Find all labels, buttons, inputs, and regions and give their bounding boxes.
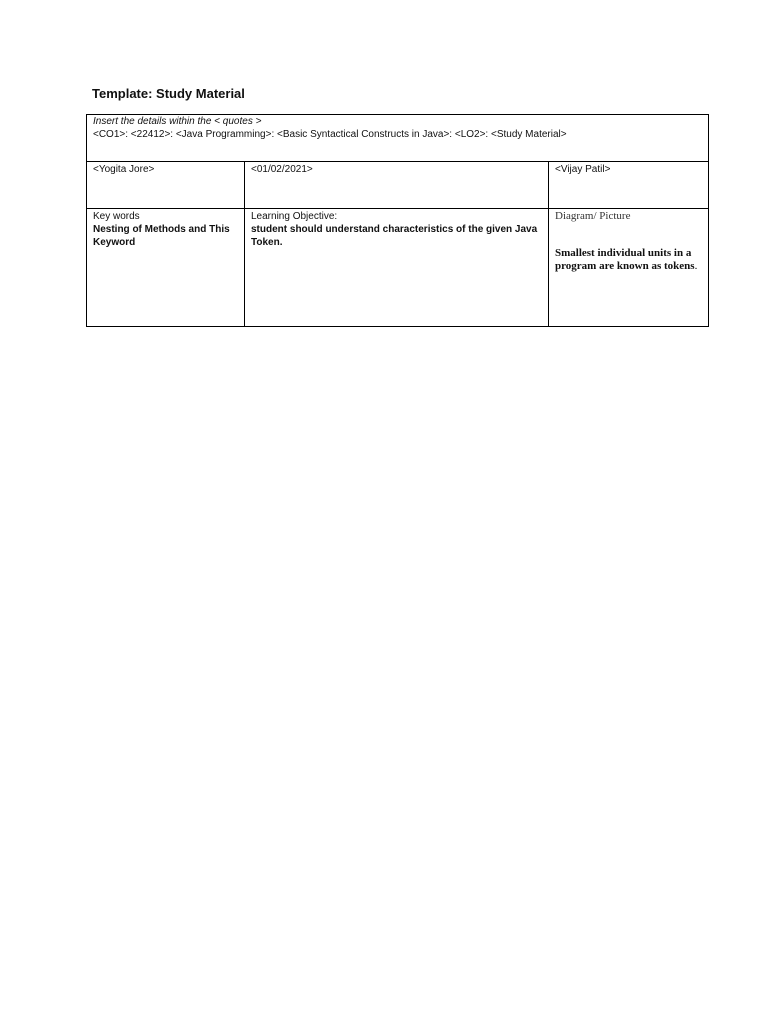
keywords-label: Key words xyxy=(93,211,140,222)
header-row xyxy=(87,115,708,162)
objective-cell xyxy=(245,209,549,326)
author-cell xyxy=(87,162,245,208)
diagram-description-end: . xyxy=(694,260,698,272)
reviewer-cell xyxy=(549,162,708,208)
keywords-value: Nesting of Methods and This Keyword xyxy=(93,224,230,248)
study-material-table xyxy=(86,114,709,327)
diagram-description xyxy=(555,247,702,273)
reviewer-name: <Vijay Patil> xyxy=(555,164,611,175)
info-row xyxy=(87,162,708,209)
diagram-cell xyxy=(549,209,708,326)
objective-value: student should understand characteristics of the given Java Token. xyxy=(251,224,538,248)
content-row xyxy=(87,209,708,326)
course-details-text: <CO1>: <22412>: <Java Programming>: <Basic Syntactical Constructs in Java>: <LO2>: <Study Material> xyxy=(93,129,567,140)
diagram-label: Diagram/ Picture xyxy=(555,210,631,222)
diagram-description-bold: Smallest individual units in a program are known as tokens xyxy=(555,247,695,272)
date-value: <01/02/2021> xyxy=(251,164,313,175)
date-cell xyxy=(245,162,549,208)
objective-label: Learning Objective: xyxy=(251,211,338,222)
page-title: Template: Study Material xyxy=(92,86,245,101)
author-name: <Yogita Jore> xyxy=(93,164,155,175)
instructions-text: Insert the details within the < quotes > xyxy=(93,116,262,127)
keywords-cell xyxy=(87,209,245,326)
